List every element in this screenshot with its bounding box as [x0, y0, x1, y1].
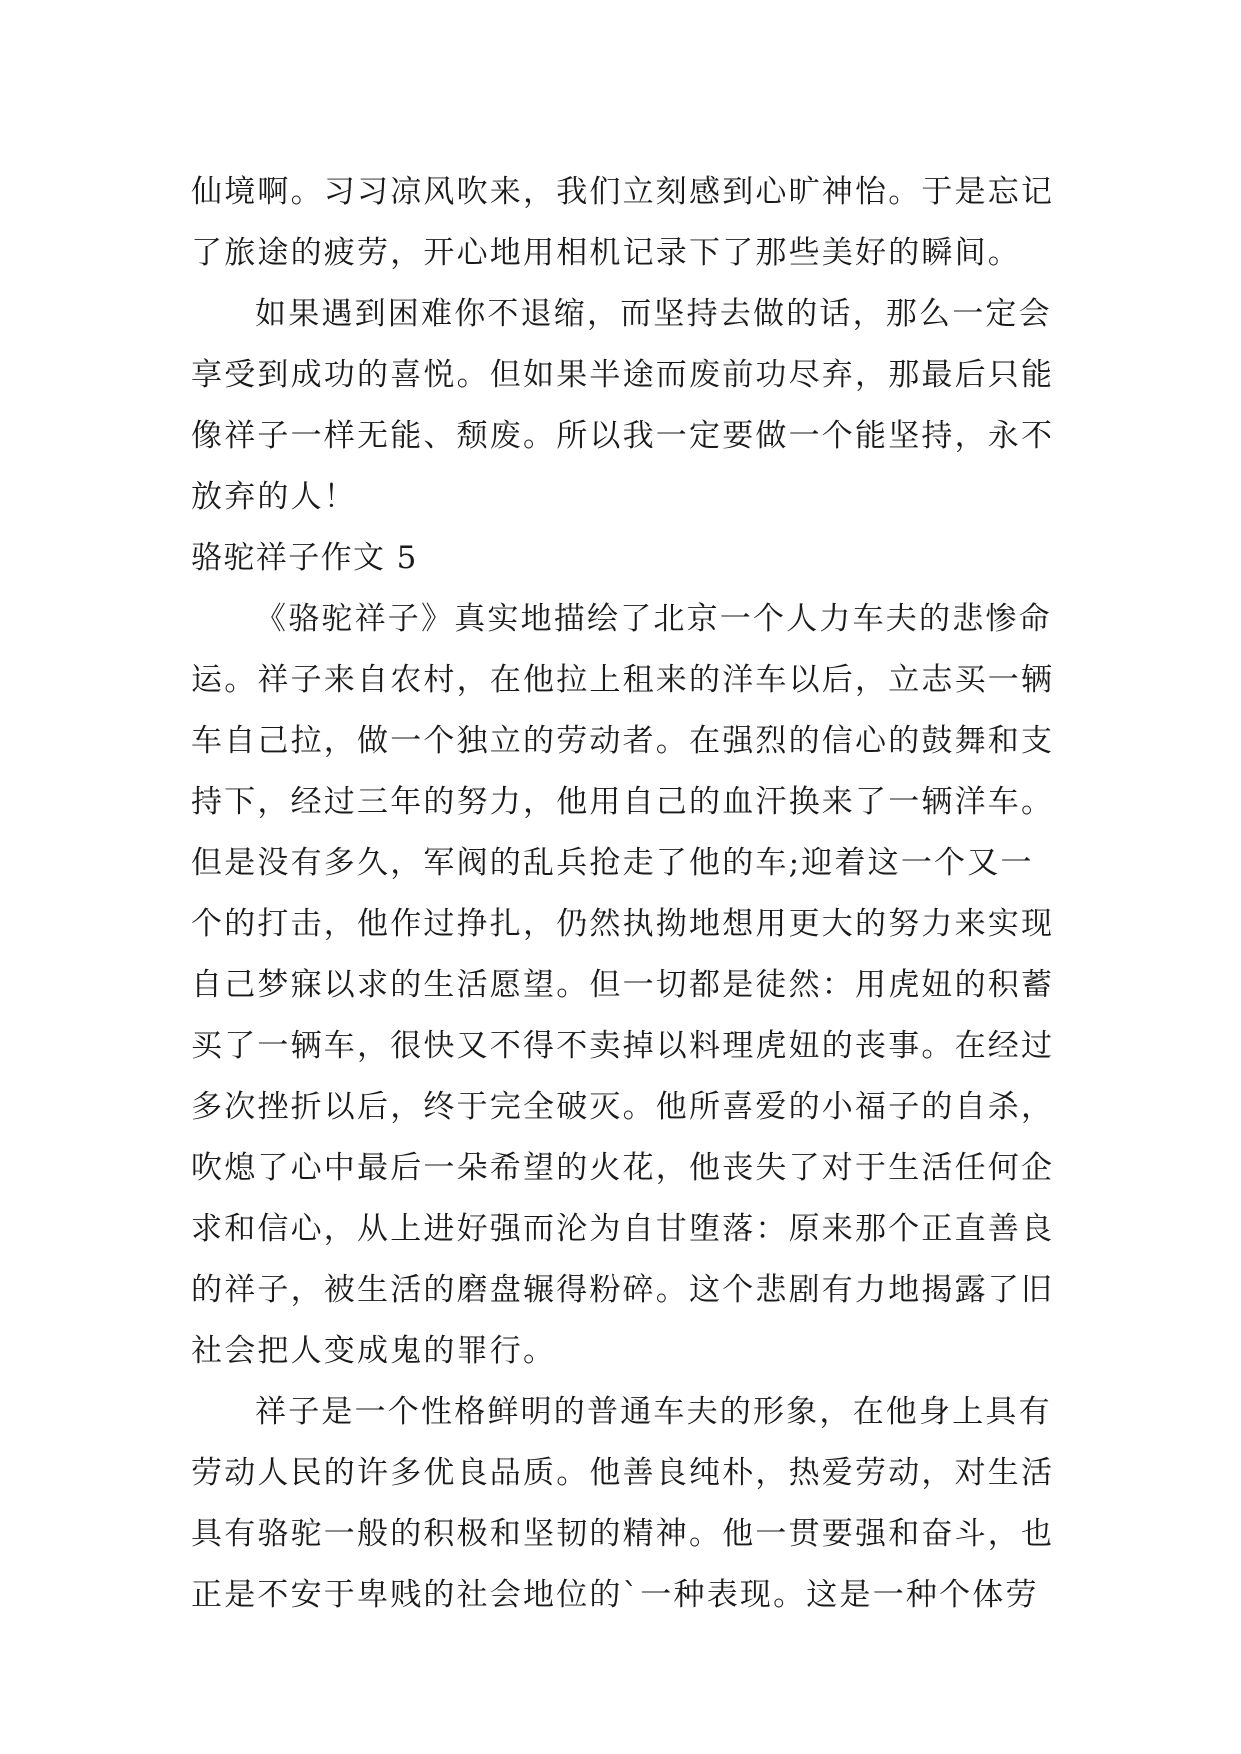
text-line: 如果遇到困难你不退缩，而坚持去做的话，那么一定会: [255, 296, 1052, 332]
text-line: 求和信心，从上进好强而沦为自甘堕落：原来那个正直善良: [191, 1211, 1055, 1247]
text-line: 社会把人变成鬼的罪行。: [191, 1333, 557, 1369]
text-line: 自己梦寐以求的生活愿望。但一切都是徒然：用虎妞的积蓄: [191, 967, 1055, 1003]
text-line: 享受到成功的喜悦。但如果半途而废前功尽弃，那最后只能: [191, 357, 1055, 393]
text-line: 劳动人民的许多优良品质。他善良纯朴，热爱劳动，对生活: [191, 1455, 1055, 1491]
text-line: 多次挫折以后，终于完全破灭。他所喜爱的小福子的自杀，: [191, 1089, 1055, 1125]
text-line: 车自己拉，做一个独立的劳动者。在强烈的信心的鼓舞和支: [191, 723, 1055, 759]
text-line: 了旅途的疲劳，开心地用相机记录下了那些美好的瞬间。: [191, 235, 1021, 271]
text-line: 仙境啊。习习凉风吹来，我们立刻感到心旷神怡。于是忘记: [191, 174, 1055, 210]
text-line: 正是不安于卑贱的社会地位的`一种表现。这是一种个体劳: [191, 1577, 1039, 1613]
section-heading: 骆驼祥子作文 5: [191, 540, 418, 576]
text-line: 《骆驼祥子》真实地描绘了北京一个人力车夫的悲惨命: [255, 601, 1052, 637]
text-line: 持下，经过三年的努力，他用自己的血汗换来了一辆洋车。: [191, 784, 1055, 820]
text-line: 个的打击，他作过挣扎，仍然执拗地想用更大的努力来实现: [191, 906, 1055, 942]
text-line: 吹熄了心中最后一朵希望的火花，他丧失了对于生活任何企: [191, 1150, 1055, 1186]
text-line: 买了一辆车，很快又不得不卖掉以料理虎妞的丧事。在经过: [191, 1028, 1055, 1064]
text-line: 像祥子一样无能、颓废。所以我一定要做一个能坚持，永不: [191, 418, 1055, 454]
text-line: 祥子是一个性格鲜明的普通车夫的形象，在他身上具有: [255, 1394, 1052, 1430]
text-line: 的祥子，被生活的磨盘辗得粉碎。这个悲剧有力地揭露了旧: [191, 1272, 1055, 1308]
text-line: 但是没有多久，军阀的乱兵抢走了他的车;迎着这一个又一: [191, 845, 1034, 881]
essay-text: [191, 162, 1071, 1626]
text-line: 运。祥子来自农村，在他拉上租来的洋车以后，立志买一辆: [191, 662, 1055, 698]
text-line: 放弃的人！: [191, 479, 357, 515]
text-line: 具有骆驼一般的积极和坚韧的精神。他一贯要强和奋斗，也: [191, 1516, 1055, 1552]
